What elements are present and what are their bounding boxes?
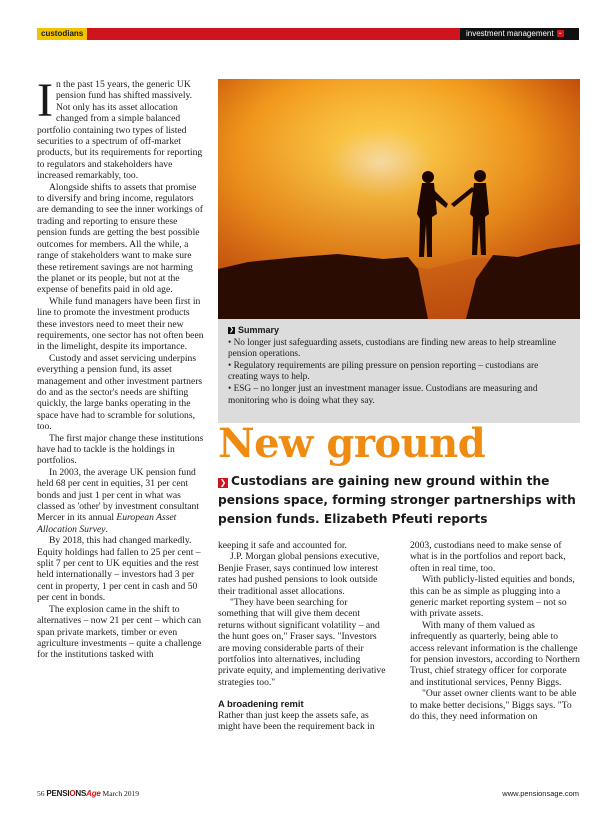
paragraph: The first major change these institutions have had to tackle is the holdings in portfolios. (37, 432, 204, 467)
article-column-1 (37, 74, 205, 661)
paragraph: 2003, custodians need to make sense of what is in the portfolios and report back, often in real time, too. (410, 540, 566, 574)
paragraph: By 2018, this had changed markedly. Equity holdings had fallen to 25 per cent – split 7 per cent to UK equities and the rest held internationally – investors had 3 per cent in property, 1 per cent in cash and 50 per cent in bonds. (37, 535, 201, 604)
article-column-3 (410, 540, 580, 723)
paragraph: Rather than just keep the assets safe, as might have been the requirement back in (218, 709, 375, 733)
summary-box (218, 319, 580, 423)
footer-left (37, 788, 139, 800)
summary-item: • No longer just safeguarding assets, custodians are finding new areas to help streamline pension operations. (228, 337, 557, 360)
paragraph: "They have been searching for something that will give them decent returns without significant volatility – and the hunt goes on," Fraser says. "Investors are moving considerable parts of their portfolios into alternatives, including private equity, and implementing derivative strategies too." (218, 597, 386, 688)
page-number: 56 (37, 789, 45, 798)
summary-title: Summary (238, 325, 280, 335)
paragraph: J.P. Morgan global pensions executive, Benjie Fraser, says continued low interest rates had pushed pensions to look outside their traditional asset allocations. (218, 551, 380, 597)
section-tag-investment-management (460, 28, 579, 40)
paragraph: Custody and asset servicing underpins everything a pension fund, its asset management and other investment partners do and as the sector's needs are shifting quickly, the large banks operating in the space have had to scramble for solutions, too. (37, 352, 203, 433)
summary-item: • Regulatory requirements are piling pressure on pension reporting – custodians are creating ways to help. (228, 360, 539, 383)
section-tag-custodians: custodians (37, 28, 87, 40)
chevron-down-icon: ⌄ (557, 30, 563, 37)
paragraph: In 2003, the average UK pension fund held 68 per cent in equities, 31 per cent bonds and just 1 per cent in what was classed as 'other' by investment consultant Mercer in its annual European Asset Allocation Survey. (37, 466, 199, 535)
article-standfirst: ❯ Custodians are gaining new ground within the pensions space, forming stronger partnerships with pension funds. Elizabeth Pfeuti reports (218, 474, 576, 526)
footer-url[interactable]: www.pensionsage.com (502, 789, 579, 798)
hero-photo-handshake (218, 79, 580, 319)
dropcap: I (37, 74, 53, 127)
paragraph: keeping it safe and accounted for. (218, 540, 347, 551)
chevron-right-icon: ❯ (219, 478, 227, 487)
summary-item: • ESG – no longer just an investment manager issue. Custodians are measuring and monitoring who is doing what they say. (228, 383, 538, 406)
paragraph: The explosion came in the shift to alternatives – now 21 per cent – which can span private markets, timber or even agriculture investments – quite a challenge for the institutions tasked with (37, 603, 202, 661)
paragraph: In the past 15 years, the generic UK pension fund has shifted massively. Not only has its asset allocation changed from a simple balanced portfolio containing two types of listed securities to a spectrum of off-market products, but its requirements for reporting to regulators and stakeholders have increased remarkably, too. (37, 74, 203, 182)
brand-logo: PENSIONSAge (46, 789, 101, 798)
paragraph: With many of them valued as infrequently as quarterly, being able to access relevant information is the challenge for pension investors, according to Northern Trust, chief strategy officer for corporate and institutional services, Penny Biggs. (410, 619, 580, 688)
page-footer (37, 788, 579, 800)
chevron-right-icon: ❯ (228, 327, 235, 334)
subheading: A broadening remit (218, 698, 304, 710)
article-headline: New ground (218, 420, 486, 467)
paragraph: Alongside shifts to assets that promise to diversify and bring income, regulators are demanding to see the inner workings of trading and reporting to ensure these pension funds are getting the best possible outcomes for members. All the while, a range of stakeholders want to make sure these retirement savings are not harming the planet or its people, but not at the expense of benefits paid in old age. (37, 181, 203, 296)
section-tag-label: investment management (466, 29, 554, 38)
issue-date: March 2019 (102, 789, 139, 798)
paragraph: While fund managers have been first in line to promote the investment products these investors need to meet their new requirements, one sector has not often been in the limelight, despite its importance. (37, 295, 204, 353)
article-column-2 (218, 540, 388, 733)
paragraph: "Our asset owner clients want to be able to make better decisions," Biggs says. "To do this, they need information on (410, 688, 577, 723)
paragraph: With publicly-listed equities and bonds, this can be as simple as plugging into a generic market reporting system – not so with private assets. (410, 574, 575, 620)
page-top (0, 0, 616, 16)
